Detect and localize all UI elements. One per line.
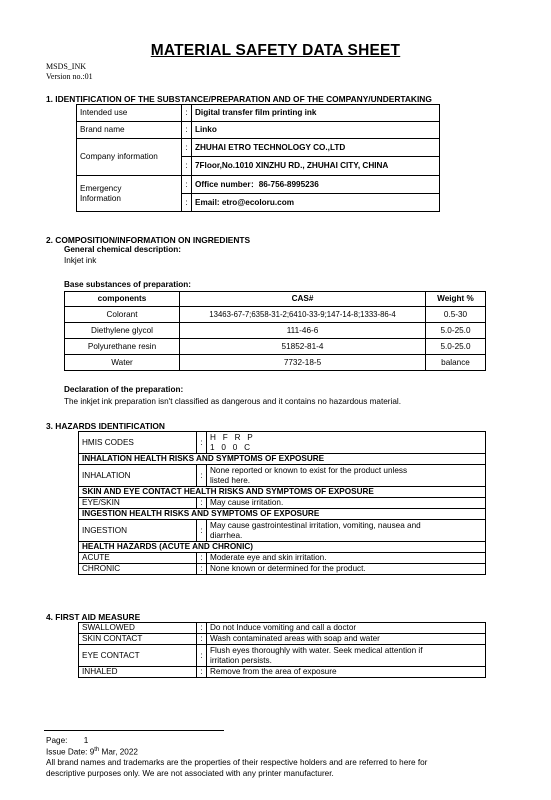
inhaled-label: INHALED — [79, 667, 197, 678]
inhalation-line-2: listed here. — [210, 475, 251, 485]
colon: : — [197, 564, 207, 575]
ingestion-line-2: diarrhea. — [210, 530, 243, 540]
issue-date-label: Issue Date: 9 — [46, 747, 95, 757]
cas-cell: 13463-67-7;6358-31-2;6410-33-9;147-14-8;1333-86-4 — [180, 307, 426, 323]
colon: : — [182, 176, 192, 194]
weight-cell: balance — [426, 355, 486, 371]
skin-contact-label: SKIN CONTACT — [79, 634, 197, 645]
first-aid-table — [78, 622, 486, 678]
chronic-value: None known or determined for the product. — [207, 564, 486, 575]
colon: : — [197, 634, 207, 645]
email-address: Email: etro@ecoloru.com — [192, 194, 440, 212]
acute-label: ACUTE — [79, 553, 197, 564]
swallowed-value: Do not Induce vomiting and call a doctor — [207, 623, 486, 634]
intended-use-label: Intended use — [77, 105, 182, 122]
section-2-heading: 2. COMPOSITION/INFORMATION ON INGREDIENTS — [46, 235, 251, 245]
colon: : — [197, 432, 207, 454]
colon: : — [197, 520, 207, 542]
weight-cell: 5.0-25.0 — [426, 323, 486, 339]
ingestion-header: INGESTION HEALTH RISKS AND SYMPTOMS OF EXPOSURE — [79, 509, 486, 520]
issue-date-suffix: th — [94, 747, 100, 753]
disclaimer-line-1: All brand names and trademarks are the properties of their respective holders and are referred to here for — [46, 758, 428, 767]
inhaled-value: Remove from the area of exposure — [207, 667, 486, 678]
eye-skin-label: EYE/SKIN — [79, 498, 197, 509]
emergency-label-line-1: Emergency — [80, 184, 122, 193]
ingestion-value — [207, 520, 486, 542]
colon: : — [197, 667, 207, 678]
document-title: MATERIAL SAFETY DATA SHEET — [150, 42, 401, 59]
eye-contact-label: EYE CONTACT — [79, 645, 197, 667]
disclaimer-line-2: descriptive purposes only. We are not associated with any printer manufacturer. — [46, 769, 334, 778]
acute-value: Moderate eye and skin irritation. — [207, 553, 486, 564]
identification-table — [76, 104, 440, 212]
emergency-label-line-2: Information — [80, 193, 121, 203]
hmis-codes — [207, 432, 486, 454]
footer-divider — [44, 730, 224, 731]
base-substances-label: Base substances of preparation: — [64, 280, 191, 289]
skin-eye-header: SKIN AND EYE CONTACT HEALTH RISKS AND SYMPTOMS OF EXPOSURE — [79, 487, 486, 498]
hmis-label: HMIS CODES — [79, 432, 197, 454]
company-name: ZHUHAI ETRO TECHNOLOGY CO.,LTD — [192, 139, 440, 157]
general-description-label: General chemical description: — [64, 245, 181, 254]
colon: : — [197, 623, 207, 634]
brand-name-label: Brand name — [77, 122, 182, 139]
skin-contact-value: Wash contaminated areas with soap and water — [207, 634, 486, 645]
issue-date-rest: Mar, 2022 — [99, 747, 138, 757]
ingestion-line-1: May cause gastrointestinal irritation, vomiting, nausea and — [210, 521, 421, 530]
general-description-value: Inkjet ink — [64, 256, 97, 265]
weight-cell: 5.0-25.0 — [426, 339, 486, 355]
chronic-label: CHRONIC — [79, 564, 197, 575]
company-address: 7Floor,No.1010 XINZHU RD., ZHUHAI CITY, CHINA — [192, 157, 440, 176]
colon: : — [197, 465, 207, 487]
eye-skin-value: May cause irritation. — [207, 498, 486, 509]
inhalation-value — [207, 465, 486, 487]
section-3-heading: 3. HAZARDS IDENTIFICATION — [46, 421, 165, 431]
health-hazards-header: HEALTH HAZARDS (ACUTE AND CHRONIC) — [79, 542, 486, 553]
eye-contact-value — [207, 645, 486, 667]
hazards-table — [78, 431, 486, 575]
colon: : — [182, 194, 192, 212]
page-value: 1 — [83, 736, 89, 745]
swallowed-label: SWALLOWED — [79, 623, 197, 634]
column-header: Weight % — [426, 292, 486, 307]
page-label: Page: — [46, 736, 68, 745]
eye-contact-line-1: Flush eyes thoroughly with water. Seek medical attention if — [210, 646, 423, 655]
component-cell: Water — [65, 355, 180, 371]
office-phone: Office number：86-756-8995236 — [192, 176, 440, 194]
declaration-label: Declaration of the preparation: — [64, 385, 184, 394]
colon: : — [197, 553, 207, 564]
intended-use-value: Digital transfer film printing ink — [192, 105, 440, 122]
colon: : — [197, 645, 207, 667]
component-cell: Diethylene glycol — [65, 323, 180, 339]
cas-cell: 51852-81-4 — [180, 339, 426, 355]
inhalation-label: INHALATION — [79, 465, 197, 487]
hmis-letters: H F R P — [210, 433, 253, 442]
eye-contact-line-2: irritation persists. — [210, 655, 272, 665]
cas-cell: 7732-18-5 — [180, 355, 426, 371]
component-cell: Colorant — [65, 307, 180, 323]
cas-cell: 111-46-6 — [180, 323, 426, 339]
version-number: Version no.:01 — [46, 72, 93, 81]
ingestion-label: INGESTION — [79, 520, 197, 542]
colon: : — [182, 122, 192, 139]
composition-table — [64, 291, 486, 371]
component-cell: Polyurethane resin — [65, 339, 180, 355]
declaration-text: The inkjet ink preparation isn't classified as dangerous and it contains no hazardous material. — [64, 397, 401, 406]
inhalation-header: INHALATION HEALTH RISKS AND SYMPTOMS OF EXPOSURE — [79, 454, 486, 465]
colon: : — [182, 139, 192, 157]
issue-date — [46, 747, 138, 757]
section-4-heading: 4. FIRST AID MEASURE — [46, 612, 141, 622]
page-number — [46, 736, 88, 745]
hmis-values: 1 0 0 C — [210, 442, 251, 452]
colon: : — [182, 157, 192, 176]
emergency-info-label — [77, 176, 182, 212]
brand-name-value: Linko — [192, 122, 440, 139]
weight-cell: 0.5-30 — [426, 307, 486, 323]
colon: : — [182, 105, 192, 122]
colon: : — [197, 498, 207, 509]
doc-code: MSDS_INK — [46, 62, 87, 71]
section-1-heading: 1. IDENTIFICATION OF THE SUBSTANCE/PREPARATION AND OF THE COMPANY/UNDERTAKING — [46, 94, 432, 104]
inhalation-line-1: None reported or known to exist for the product unless — [210, 466, 408, 475]
company-info-label: Company information — [77, 139, 182, 176]
column-header: components — [65, 292, 180, 307]
column-header: CAS# — [180, 292, 426, 307]
